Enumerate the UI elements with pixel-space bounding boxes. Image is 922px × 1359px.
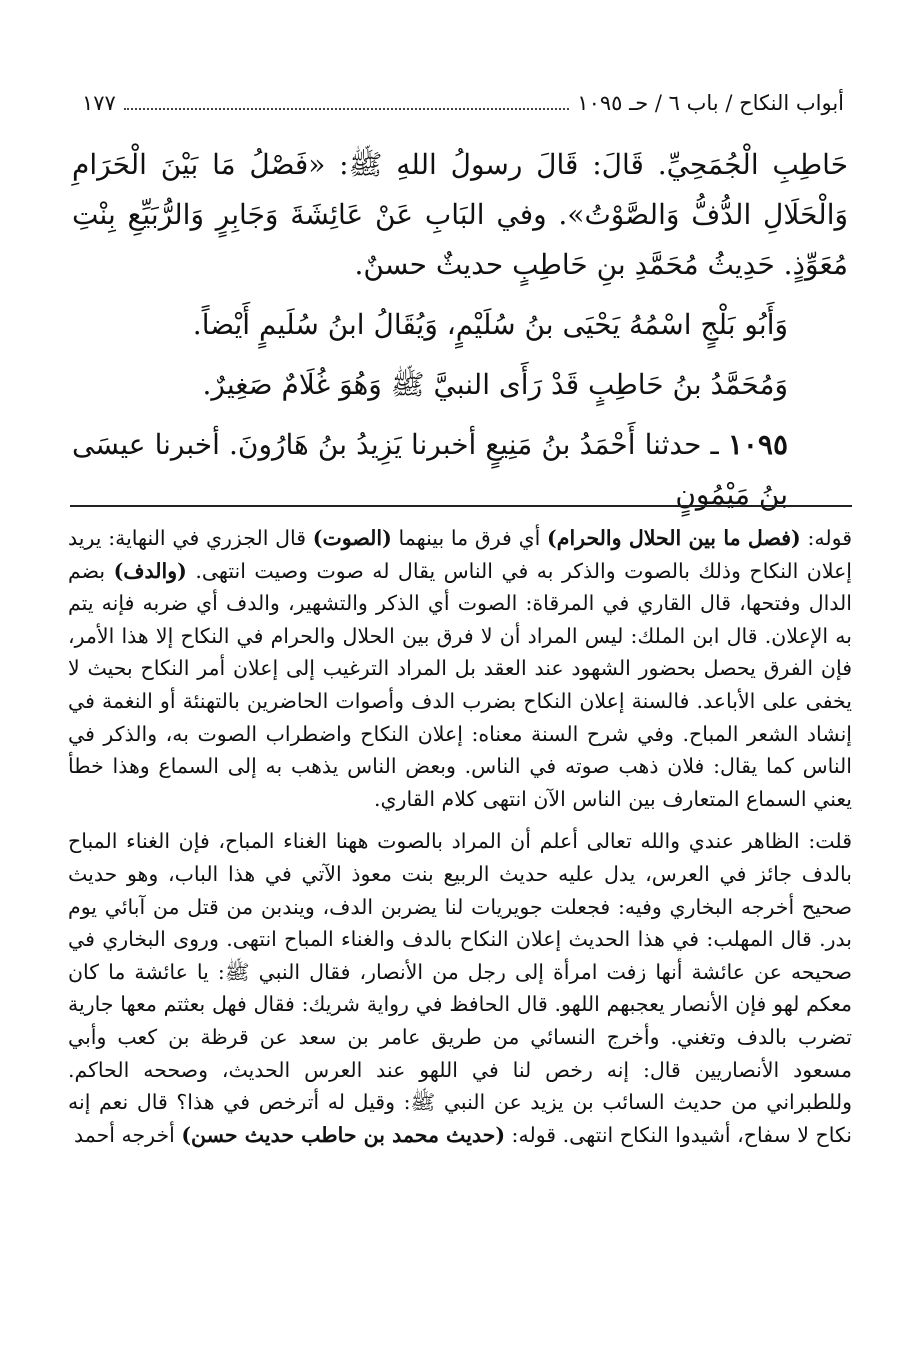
commentary-text [68, 522, 852, 1151]
commentary-text-run: قوله: [800, 526, 852, 550]
commentary-text-run: قال الجزري في النهاية: يريد إعلان النكاح وذلك بالصوت والذكر به في الناس يقال له صوت وصيت انتهى. [68, 526, 852, 583]
commentary-text-run: أي فرق ما بينهما [391, 526, 548, 550]
hadith-paragraph: وَمُحَمَّدُ بنُ حَاطِبٍ قَدْ رَأَى النبيَّ ﷺ وَهُوَ غُلَامٌ صَغِيرٌ. [202, 368, 788, 401]
commentary-quote: (والدف) [113, 558, 187, 583]
hadith-text [72, 140, 848, 520]
footnote-divider [70, 505, 852, 507]
commentary-text-run: بضم الدال وفتحها، قال القاري في المرقاة: الصوت أي الذكر والتشهير، والدف أي ضربه فإنه يتم به الإعلان. قال ابن الملك: ليس المراد أن لا فرق بين الحلال والحرام في النكاح إلا هذا الأمر، فإن الفرق يحصل بحضور الشهود عند العقد بل المراد الترغيب إلى إعلان أمر النكاح بحيث لا يخفى على الأباعد. فالسنة إعلان النكاح بضرب الدف وأصوات الحاضرين بالتهنئة أو النغمة في إنشاد الشعر المباح. وفي شرح السنة معناه: إعلان النكاح واضطراب الصوت به، والذكر في الناس كما يقال: فلان ذهب صوته في الناس. وبعض الناس يذهب به إلى السماع وهذا خطأ يعني السماع المتعارف بين الناس الآن انتهى كلام القاري. [68, 558, 852, 811]
commentary-quote: (الصوت) [312, 526, 392, 550]
commentary-paragraph [68, 522, 852, 815]
running-header [82, 86, 844, 120]
hadith-number: ١٠٩٥ [727, 428, 788, 461]
commentary-paragraph [68, 825, 852, 1151]
header-dot-leader [124, 107, 569, 110]
hadith-paragraph: وَأَبُو بَلْجٍ اسْمُهُ يَحْيَى بنُ سُلَيْمٍ، وَيُقَالُ ابنُ سُلَيمٍ أَيْضاً. [192, 308, 788, 341]
commentary-quote: (حديث محمد بن حاطب حديث حسن) [181, 1122, 506, 1147]
hadith-chain-text: ـ حدثنا أَحْمَدُ بنُ مَنِيعٍ أخبرنا يَزِيدُ بنُ هَارُونَ. أخبرنا عيسَى بنُ مَيْمُونٍ [72, 428, 788, 511]
header-title: أبواب النكاح / باب ٦ / حـ ١٠٩٥ [577, 91, 844, 115]
commentary-text-run: أخرجه أحمد [73, 1122, 182, 1147]
commentary-quote: (فصل ما بين الحلال والحرام) [547, 526, 801, 550]
commentary-text-run: قلت: الظاهر عندي والله تعالى أعلم أن المراد بالصوت ههنا الغناء المباح، فإن الغناء المباح بالدف جائز في العرس، يدل عليه حديث الربيع بنت معوذ الآتي في هذا الباب، وهو حديث صحيح أخرجه البخاري وفيه: فجعلت جويريات لنا يضربن الدف، ويندبن من قتل من آبائي يوم بدر. قال المهلب: في هذا الحديث إعلان النكاح بالدف والغناء المباح انتهى. وروى البخاري في صحيحه عن عائشة أنها زفت امرأة إلى رجل من الأنصار، فقال النبي ﷺ: يا عائشة ما كان معكم لهو فإن الأنصار يعجبهم اللهو. قال الحافظ في رواية شريك: فقال فهل بعثتم معها جارية تضرب بالدف وتغني. وأخرج النسائي من طريق عامر بن سعد عن قرظة بن كعب وأبي مسعود الأنصاريين قال: إنه رخص لنا في اللهو عند العرس الحديث، وصححه الحاكم. وللطبراني من حديث السائب بن يزيد عن النبي ﷺ: وقيل له أترخص في هذا؟ قال نعم إنه نكاح لا سفاح، أشيدوا النكاح انتهى. قوله: [68, 829, 852, 1147]
page-number: ١٧٧ [82, 91, 116, 115]
hadith-paragraph: حَاطِبِ الْجُمَحِيِّ. قَالَ: قَالَ رسولُ اللهِ ﷺ: «فَصْلُ مَا بَيْنَ الْحَرَامِ وَالْحَلَالِ الدُّفُّ وَالصَّوْتُ». وفي البَابِ عَنْ عَائِشَةَ وَجَابِرٍ وَالرُّبَيِّعِ بِنْتِ مُعَوِّذٍ. حَدِيثُ مُحَمَّدِ بنِ حَاطِبٍ حديثٌ حسنٌ. [72, 148, 848, 281]
